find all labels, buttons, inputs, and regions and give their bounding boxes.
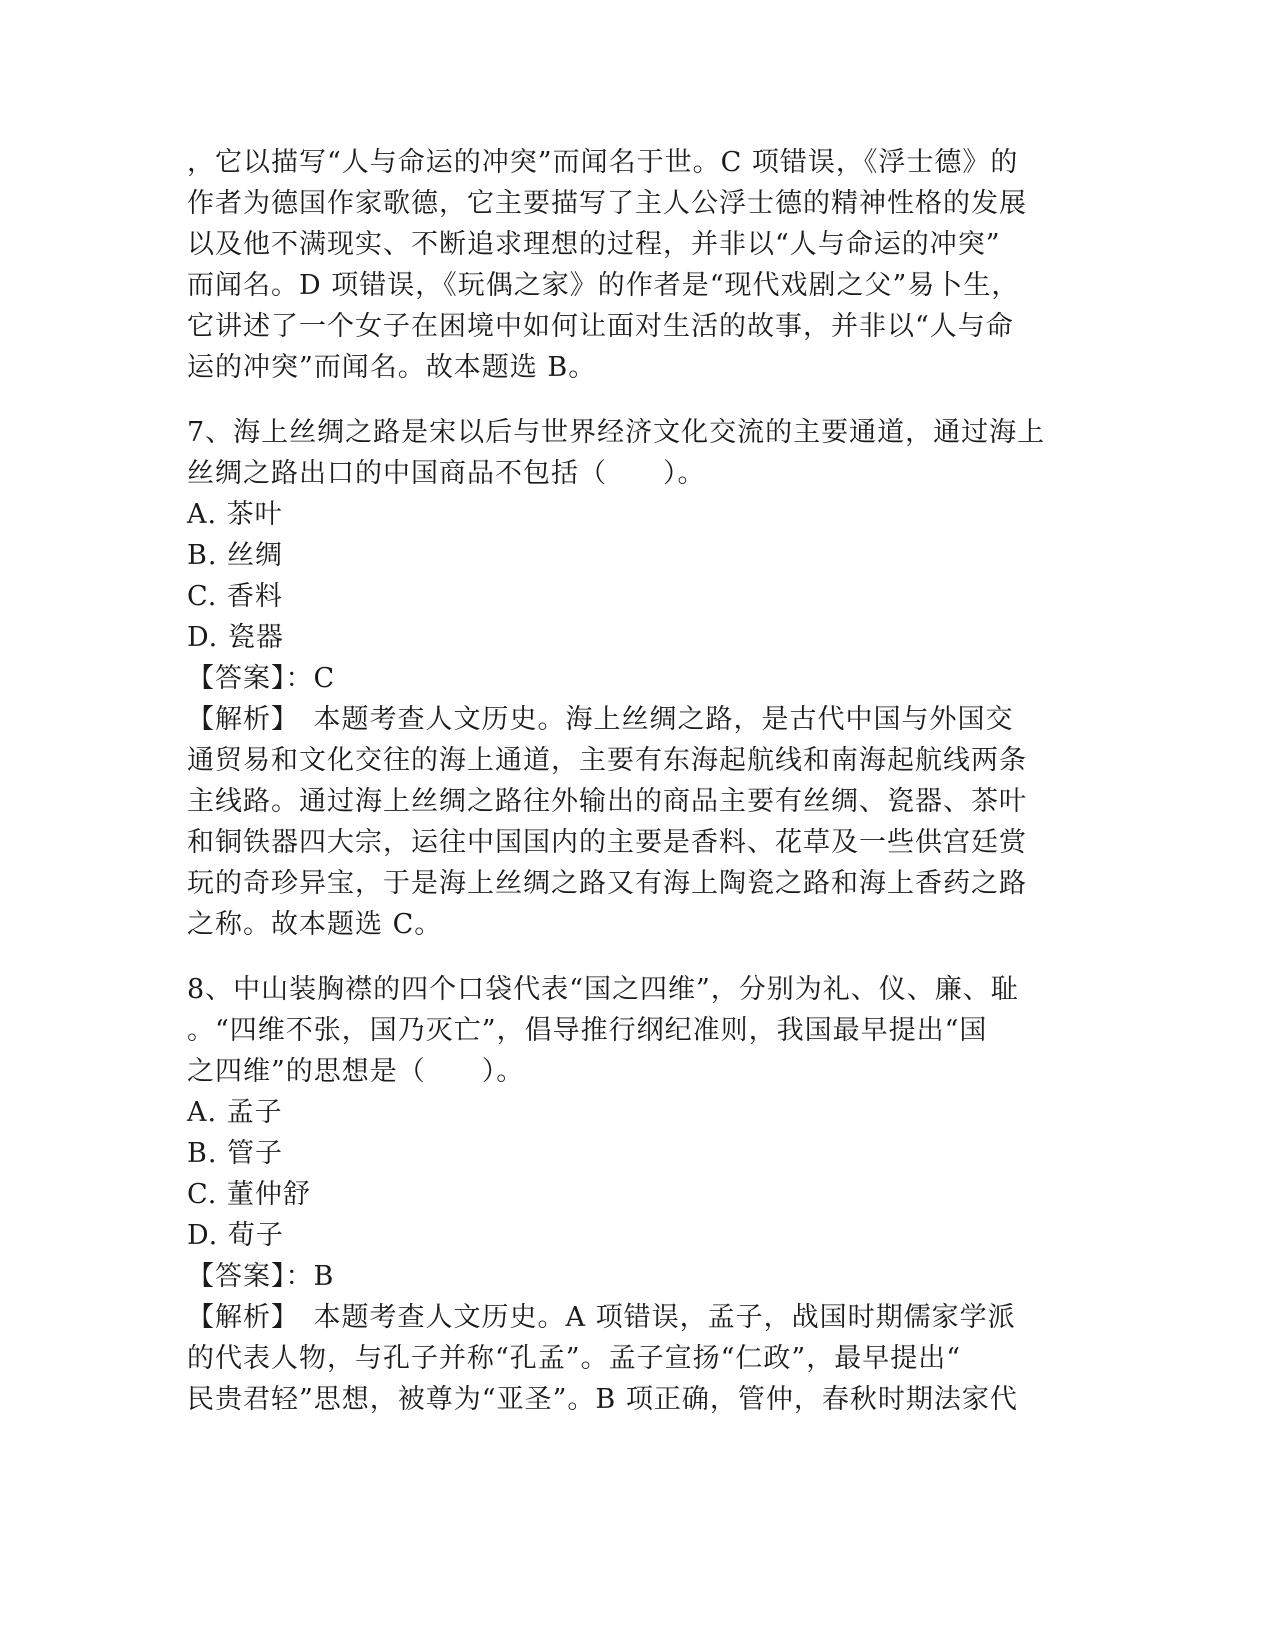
q7-stem-line-1: 7、海上丝绸之路是宋以后与世界经济文化交流的主要通道，通过海上 bbox=[187, 417, 1046, 448]
q7-answer: 【答案】：C bbox=[187, 663, 336, 694]
q7-analysis-line-4: 和铜铁器四大宗，运往中国国内的主要是香料、花草及一些供宫廷赏 bbox=[187, 827, 1027, 858]
q7-analysis-line-2: 通贸易和文化交往的海上通道，主要有东海起航线和南海起航线两条 bbox=[187, 745, 1027, 776]
q8-stem-line-2: 。“四维不张，国乃灭亡”，倡导推行纲纪准则，我国最早提出“国 bbox=[187, 1015, 988, 1046]
q7-analysis-line-1: 【解析】 本题考查人文历史。海上丝绸之路，是古代中国与外国交 bbox=[187, 704, 1014, 735]
q7-option-a: A. 茶叶 bbox=[187, 499, 283, 530]
prev-analysis-line-6: 运的冲突”而闻名。故本题选 B。 bbox=[187, 352, 597, 383]
q7-analysis-line-6: 之称。故本题选 C。 bbox=[187, 909, 443, 940]
prev-analysis-line-4: 而闻名。D 项错误，《玩偶之家》的作者是“现代戏剧之父”易卜生， bbox=[187, 270, 1020, 301]
q8-option-b: B. 管子 bbox=[187, 1138, 284, 1169]
q7-analysis-line-3: 主线路。通过海上丝绸之路往外输出的商品主要有丝绸、瓷器、茶叶 bbox=[187, 786, 1027, 817]
prev-analysis-line-1: ，它以描写“人与命运的冲突”而闻名于世。C 项错误，《浮士德》的 bbox=[187, 147, 1019, 178]
q8-option-d: D. 荀子 bbox=[187, 1220, 284, 1251]
q7-option-b: B. 丝绸 bbox=[187, 540, 284, 571]
q7-analysis-line-5: 玩的奇珍异宝，于是海上丝绸之路又有海上陶瓷之路和海上香药之路 bbox=[187, 868, 1027, 899]
q8-stem-line-3: 之四维”的思想是（ ）。 bbox=[187, 1056, 525, 1087]
q7-stem-line-2: 丝绸之路出口的中国商品不包括（ ）。 bbox=[187, 458, 706, 489]
q8-analysis-line-3: 民贵君轻”思想，被尊为“亚圣”。B 项正确，管仲，春秋时期法家代 bbox=[187, 1384, 1018, 1415]
q8-analysis-line-1: 【解析】 本题考查人文历史。A 项错误，孟子，战国时期儒家学派 bbox=[187, 1302, 1016, 1333]
q8-analysis-line-2: 的代表人物，与孔子并称“孔孟”。孟子宣扬“仁政”，最早提出“ bbox=[187, 1343, 962, 1374]
q8-option-a: A. 孟子 bbox=[187, 1097, 283, 1128]
prev-analysis-line-3: 以及他不满现实、不断追求理想的过程，并非以“人与命运的冲突” bbox=[187, 229, 1001, 260]
q7-option-d: D. 瓷器 bbox=[187, 622, 284, 653]
prev-analysis-line-2: 作者为德国作家歌德，它主要描写了主人公浮士德的精神性格的发展 bbox=[187, 188, 1027, 219]
q8-answer: 【答案】：B bbox=[187, 1261, 335, 1292]
prev-analysis-line-5: 它讲述了一个女子在困境中如何让面对生活的故事，并非以“人与命 bbox=[187, 311, 1014, 342]
q8-option-c: C. 董仲舒 bbox=[187, 1179, 311, 1210]
q7-option-c: C. 香料 bbox=[187, 581, 283, 612]
q8-stem-line-1: 8、中山装胸襟的四个口袋代表“国之四维”，分别为礼、仪、廉、耻 bbox=[187, 974, 1019, 1005]
